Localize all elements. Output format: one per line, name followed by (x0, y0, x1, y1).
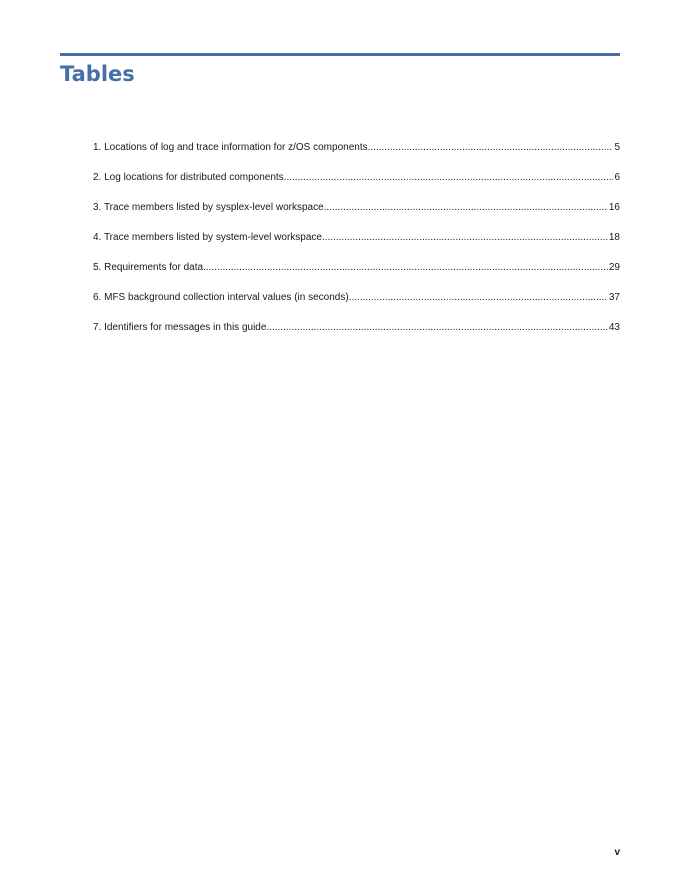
table-entry[interactable] (93, 168, 620, 198)
dot-leader (203, 258, 608, 278)
table-entry-label: 1. Locations of log and trace information for z/OS components (93, 142, 368, 153)
dot-leader (322, 228, 608, 248)
table-entry[interactable] (93, 138, 620, 168)
table-entry-page: 29 (608, 262, 620, 273)
table-entry-label: 6. MFS background collection interval values (in seconds) (93, 292, 349, 303)
table-entry-label: 3. Trace members listed by sysplex-level workspace (93, 202, 324, 213)
table-entry-label: 5. Requirements for data (93, 262, 204, 273)
table-entry-label: 4. Trace members listed by system-level workspace (93, 232, 322, 243)
table-entry-page: 43 (608, 322, 620, 333)
title-rule (60, 53, 620, 56)
tables-list (93, 138, 620, 348)
dot-leader (324, 198, 608, 218)
table-entry-label: 7. Identifiers for messages in this guide (93, 322, 267, 333)
dot-leader (368, 138, 614, 158)
table-entry[interactable] (93, 198, 620, 228)
table-entry-page: 37 (608, 292, 620, 303)
table-entry-label: 2. Log locations for distributed components (93, 172, 284, 183)
dot-leader (266, 318, 607, 338)
table-entry-page: 6 (614, 172, 620, 183)
table-entry-page: 16 (608, 202, 620, 213)
table-entry[interactable] (93, 258, 620, 288)
table-entry[interactable] (93, 318, 620, 348)
page-number: v (614, 847, 620, 858)
table-entry[interactable] (93, 228, 620, 258)
table-entry-page: 5 (614, 142, 620, 153)
dot-leader (284, 168, 614, 188)
page-title: Tables (60, 62, 135, 86)
table-entry[interactable] (93, 288, 620, 318)
dot-leader (349, 288, 608, 308)
table-entry-page: 18 (608, 232, 620, 243)
